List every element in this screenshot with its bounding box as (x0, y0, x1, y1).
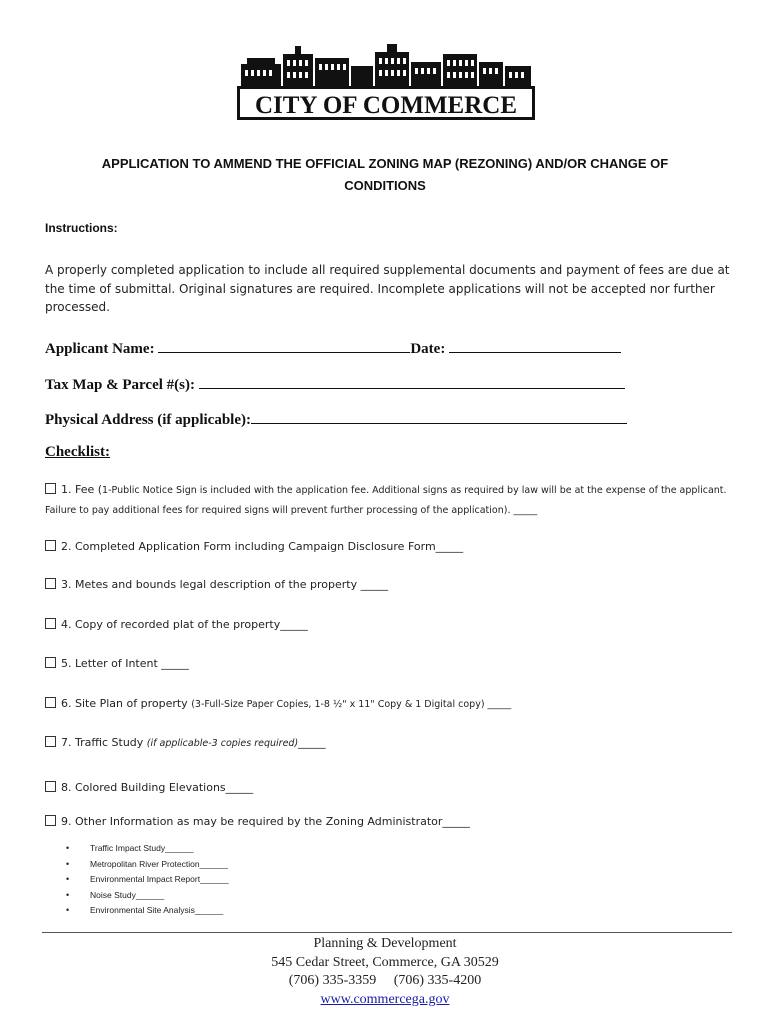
instructions-label: Instructions: (45, 221, 118, 235)
item1-detail: 1-Public Notice Sign is included with the application fee. Additional signs as required by law will be at the expense of the applicant. Failure to pay additional fees for required signs will prevent further processing of the application). _____ (45, 485, 727, 516)
instructions-body: A properly completed application to include all required supplemental documents and payment of fees are due at the time of submittal. Original signatures are required. Incomplete applications will not be accepted nor further processed. (45, 263, 730, 314)
tax-map-row (45, 376, 625, 394)
checklist-item-fee (45, 480, 735, 520)
bullet-icon: • (66, 843, 70, 853)
checklist-label: Checklist: (45, 444, 110, 460)
footer-divider (42, 932, 732, 933)
physical-address-label: Physical Address (if applicable): (45, 412, 251, 428)
date-label: Date: (410, 341, 446, 357)
checkbox-icon[interactable] (45, 578, 56, 589)
list-item: • Noise Study______ (66, 888, 228, 904)
item1-main: 1. Fee ( (61, 483, 103, 496)
checklist-item-other-information (45, 815, 470, 828)
checklist-item-site-plan (45, 697, 511, 710)
bullet-icon: • (66, 889, 70, 900)
checkbox-icon[interactable] (45, 736, 56, 747)
item9-text: 9. Other Information as may be required by the Zoning Administrator_____ (61, 815, 470, 828)
footer (0, 935, 770, 1009)
logo-text: CITY OF COMMERCE (254, 92, 518, 119)
item5-text: 5. Letter of Intent _____ (61, 657, 189, 670)
footer-website-link[interactable]: www.commercega.gov (320, 991, 450, 1007)
tax-map-line[interactable] (199, 376, 625, 389)
checkbox-icon[interactable] (45, 781, 56, 792)
other-information-list (66, 841, 228, 919)
bullet-icon: • (66, 874, 70, 884)
city-of-commerce-logo (237, 44, 535, 120)
form-title-line1: APPLICATION TO AMMEND THE OFFICIAL ZONING MAP (REZONING) AND/OR CHANGE OF (101, 156, 669, 171)
checklist-item-letter-of-intent (45, 657, 189, 670)
footer-dept: Planning & Development (313, 936, 457, 951)
checklist-item-metes-bounds (45, 578, 388, 591)
form-title (40, 153, 730, 197)
list-item: • Metropolitan River Protection______ (66, 857, 228, 873)
item3-text: 3. Metes and bounds legal description of the property _____ (61, 578, 389, 591)
footer-address: 545 Cedar Street, Commerce, GA 30529 (271, 954, 499, 970)
list-item: • Environmental Impact Report______ (66, 872, 228, 888)
bullet-icon: • (66, 905, 70, 915)
checkbox-icon[interactable] (45, 657, 56, 668)
checkbox-icon[interactable] (45, 815, 56, 826)
list-item: • Environmental Site Analysis______ (66, 903, 228, 919)
physical-address-line[interactable] (251, 411, 627, 424)
checkbox-icon[interactable] (45, 483, 56, 494)
item7-blank: _____ (298, 736, 326, 749)
list-item: • Traffic Impact Study______ (66, 841, 228, 857)
checklist-item-plat (45, 618, 308, 631)
bullet-icon: • (66, 858, 70, 869)
checklist-item-traffic-study (45, 736, 326, 749)
applicant-row (45, 340, 621, 358)
applicant-name-line[interactable] (158, 340, 410, 353)
checkbox-icon[interactable] (45, 697, 56, 708)
item2-text: 2. Completed Application Form including Campaign Disclosure Form_____ (61, 540, 464, 553)
item6-main: 6. Site Plan of property (61, 697, 192, 710)
checkbox-icon[interactable] (45, 618, 56, 629)
checkbox-icon[interactable] (45, 540, 56, 551)
item7-main: 7. Traffic Study (61, 736, 147, 749)
checklist-item-building-elevations (45, 781, 253, 794)
address-row (45, 411, 627, 429)
date-line[interactable] (449, 340, 621, 353)
item6-detail: (3-Full-Size Paper Copies, 1-8 ½" x 11" Copy & 1 Digital copy) _____ (191, 699, 512, 710)
form-title-line2: CONDITIONS (344, 178, 426, 193)
item7-detail: (if applicable-3 copies required) (146, 738, 299, 749)
item4-text: 4. Copy of recorded plat of the property_____ (61, 618, 308, 631)
footer-phones: (706) 335-3359 (706) 335-4200 (288, 973, 482, 988)
applicant-name-label: Applicant Name: (45, 341, 155, 357)
item8-text: 8. Colored Building Elevations_____ (61, 781, 254, 794)
tax-map-label: Tax Map & Parcel #(s): (45, 377, 195, 393)
checklist-item-application-form (45, 540, 463, 553)
